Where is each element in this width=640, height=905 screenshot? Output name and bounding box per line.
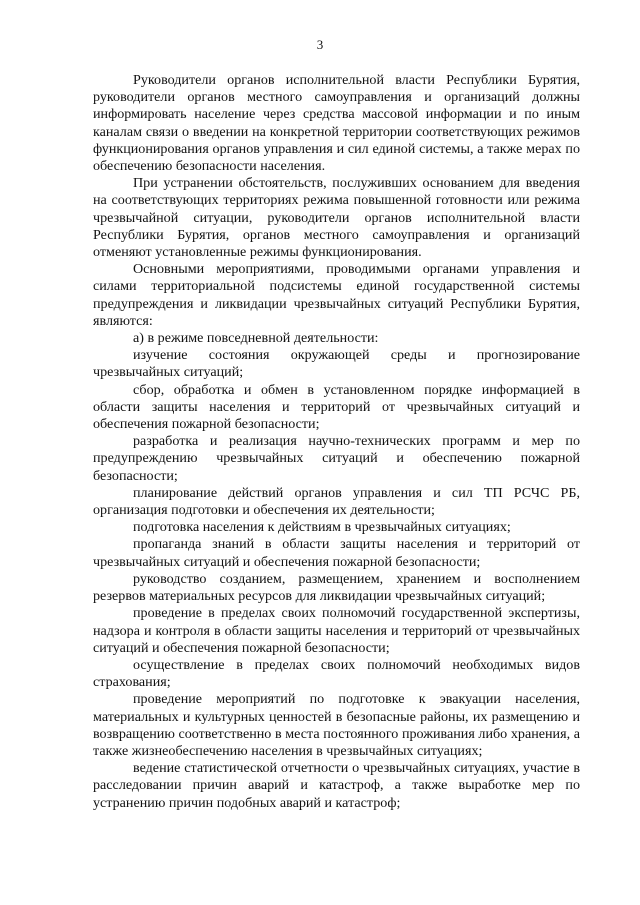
list-item: пропаганда знаний в области защиты населения и территорий от чрезвычайных ситуаций и обеспечения пожарной безопасности; xyxy=(93,536,580,570)
list-item: ведение статистической отчетности о чрезвычайных ситуациях, участие в расследовании причин аварий и катастроф, а также выработке мер по устранению причин подобных аварий и катастроф; xyxy=(93,760,580,811)
list-item: планирование действий органов управления и сил ТП РСЧС РБ, организация подготовки и обеспечения их деятельности; xyxy=(93,484,580,519)
list-item: проведение мероприятий по подготовке к эвакуации населения, материальных и культурных ценностей в безопасные районы, их размещению и возвращению соответственно в места постоянного проживания либо хранения, а также жизнеобеспечению населения в чрезвычайных ситуациях; xyxy=(93,691,580,759)
document-body xyxy=(93,72,580,812)
paragraph-notify-population: Руководители органов исполнительной власти Республики Бурятия, руководители органов местного самоуправления и организаций должны информировать население через средства массовой информации и по иным каналам связи о введении на конкретной территории соответствующих режимов функционирования органов управления и сил единой системы, а также мерах по обеспечению безопасности населения. xyxy=(93,72,580,175)
list-item: руководство созданием, размещением, хранением и восполнением резервов материальных ресурсов для ликвидации чрезвычайных ситуаций; xyxy=(93,570,580,605)
list-item: осуществление в пределах своих полномочий необходимых видов страхования; xyxy=(93,656,580,691)
list-item: изучение состояния окружающей среды и прогнозирование чрезвычайных ситуаций; xyxy=(93,347,580,381)
list-item: подготовка населения к действиям в чрезвычайных ситуациях; xyxy=(133,519,511,536)
list-item: сбор, обработка и обмен в установленном порядке информацией в области защиты населения и территорий от чрезвычайных ситуаций и обеспечения пожарной безопасности; xyxy=(93,381,580,433)
paragraph-main-measures: Основными мероприятиями, проводимыми органами управления и силами территориальной подсистемы единой государственной системы предупреждения и ликвидации чрезвычайных ситуаций Республики Бурятия, являются: xyxy=(93,261,580,329)
paragraph-cancel-regimes: При устранении обстоятельств, послуживших основанием для введения на соответствующих территориях режима повышенной готовности или режима чрезвычайной ситуации, руководители органов исполнительной власти Республики Бурятия, органов местного самоуправления и организаций отменяют установленные режимы функционирования. xyxy=(93,175,580,261)
page-number: 3 xyxy=(316,37,324,52)
list-item: разработка и реализация научно-технических программ и мер по предупреждению чрезвычайных ситуаций и обеспечению пожарной безопасности; xyxy=(93,433,580,484)
list-heading-daily-mode: а) в режиме повседневной деятельности: xyxy=(133,330,379,347)
list-item: проведение в пределах своих полномочий государственной экспертизы, надзора и контроля в области защиты населения и территорий от чрезвычайных ситуаций и обеспечения пожарной безопасности; xyxy=(93,605,580,656)
